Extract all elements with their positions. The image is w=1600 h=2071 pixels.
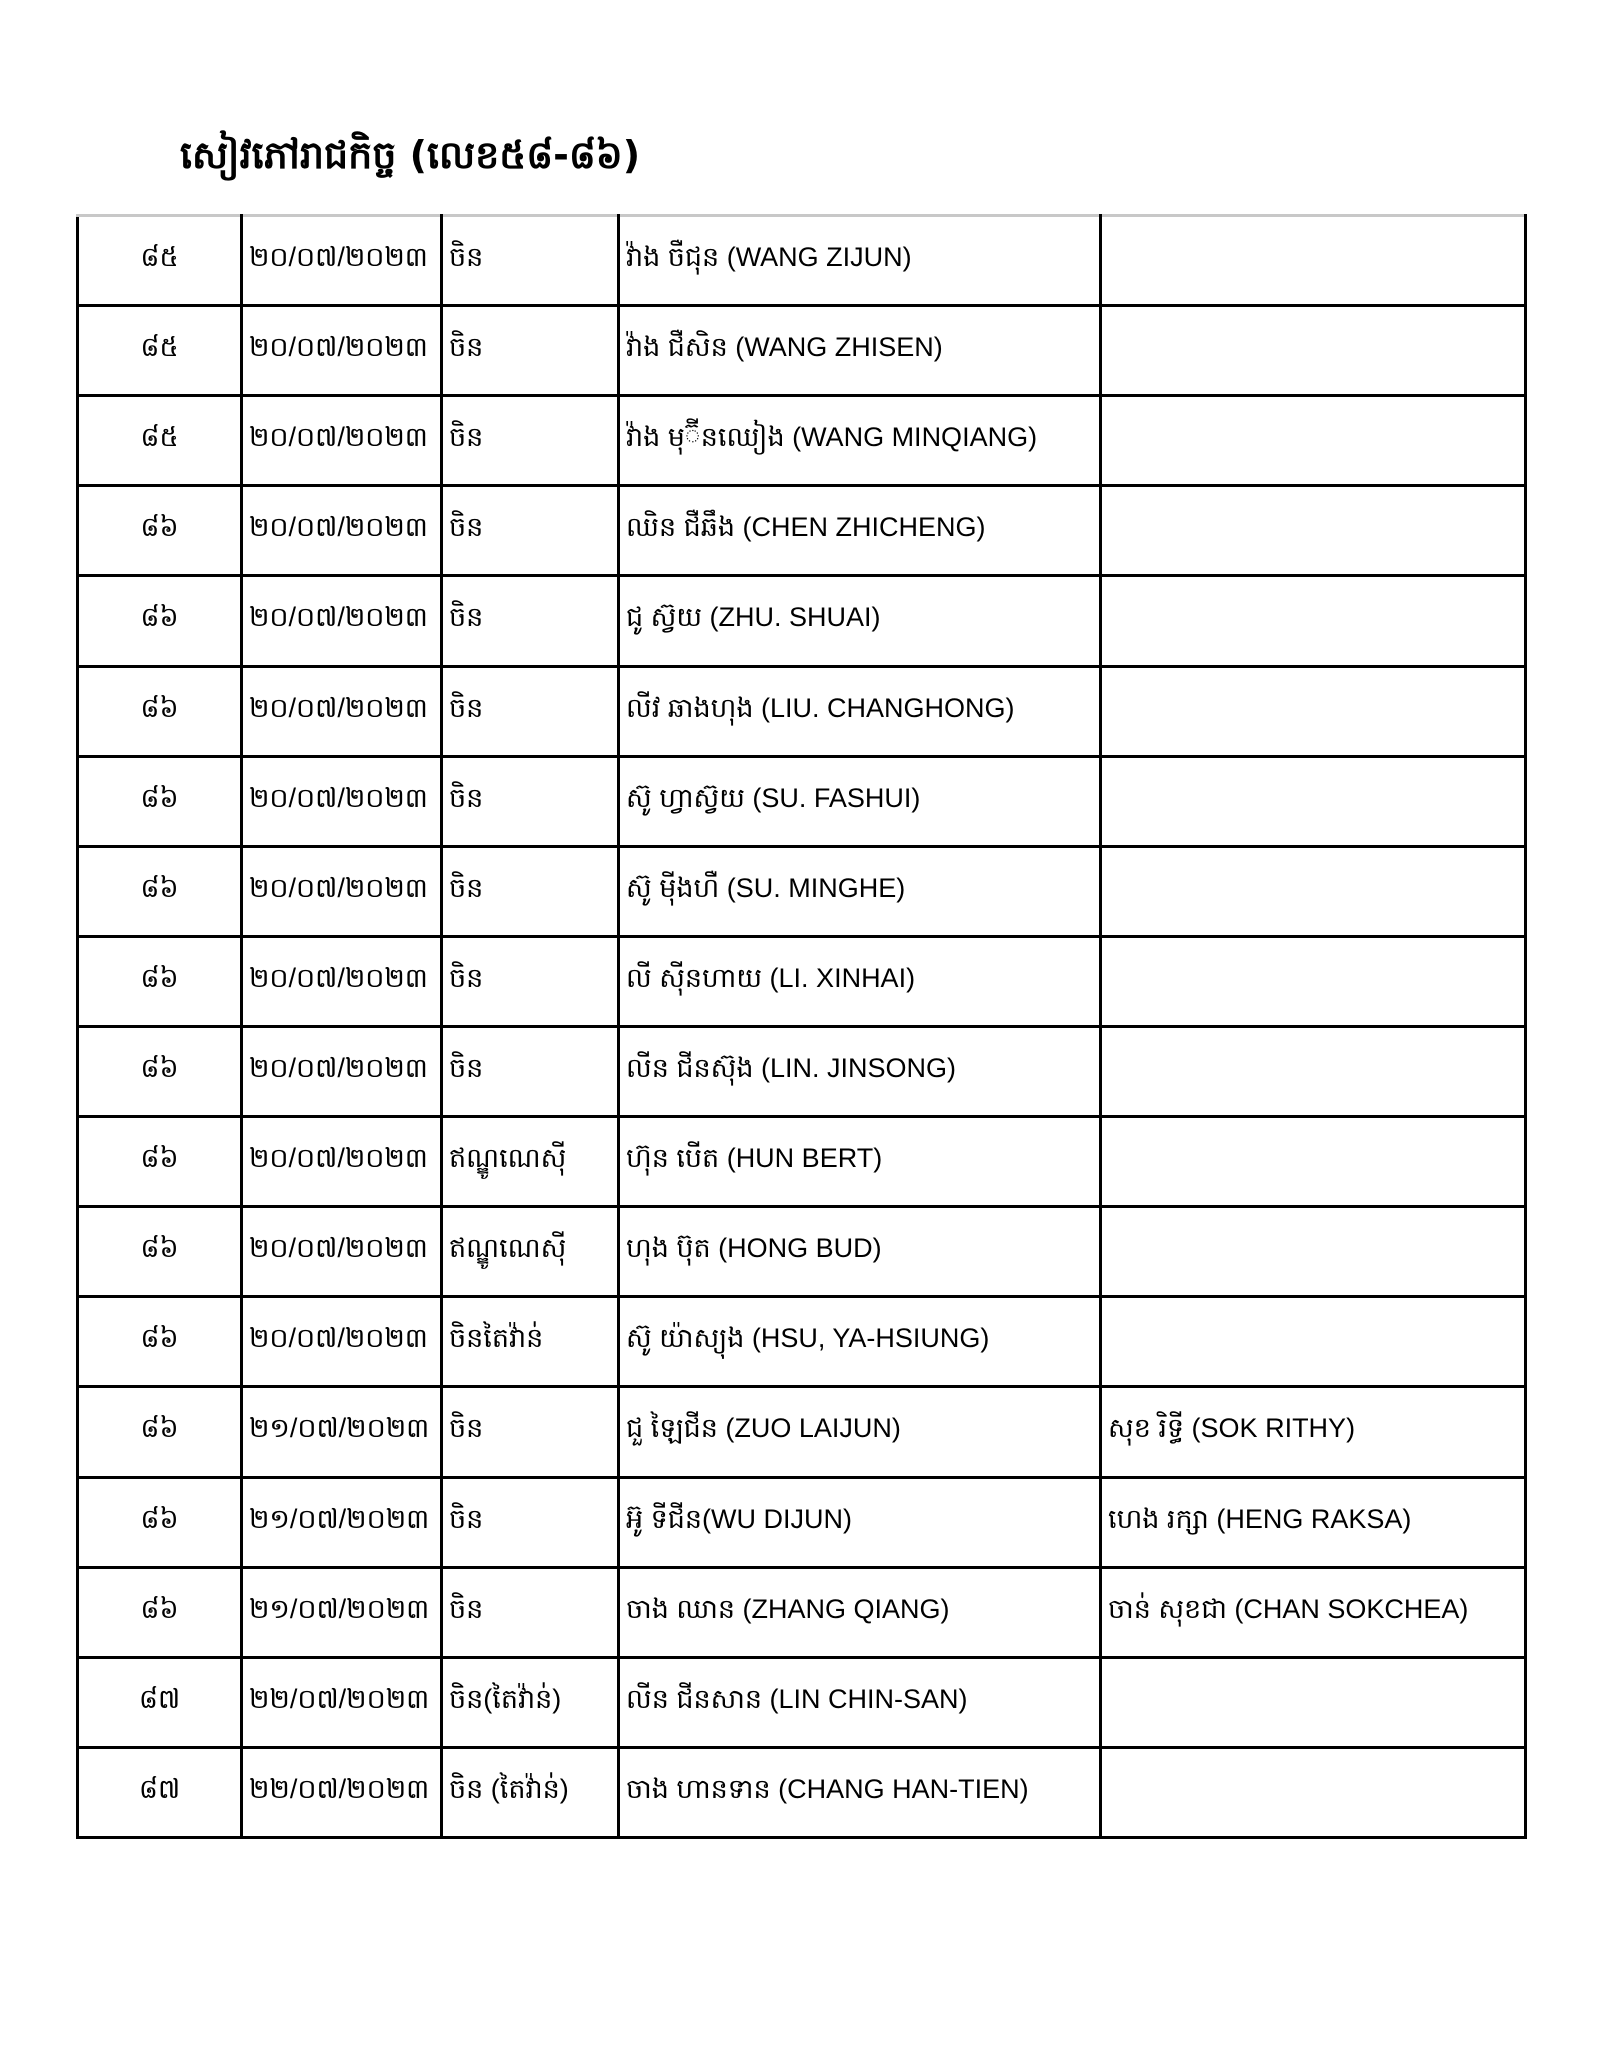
nationality-cell: ឥណ្ឌូណេស៊ី: [442, 1207, 619, 1297]
name-cell: ជួ ឡៃជីន (ZUO LAIJUN): [619, 1387, 1101, 1477]
table-row: [78, 396, 1526, 486]
witness-cell: [1101, 306, 1526, 396]
date-cell: ២១/០៧/២០២៣: [242, 1387, 442, 1477]
issue-number-cell: ៨៦: [78, 756, 242, 846]
nationality-cell: ចិន (តៃវ៉ាន់): [442, 1747, 619, 1837]
nationality-cell: ចិន: [442, 396, 619, 486]
date-cell: ២២/០៧/២០២៣: [242, 1747, 442, 1837]
table-row: [78, 1387, 1526, 1477]
table-row: [78, 306, 1526, 396]
issue-number-cell: ៨៦: [78, 936, 242, 1026]
nationality-cell: ឥណ្ឌូណេស៊ី: [442, 1117, 619, 1207]
table-row: [78, 1747, 1526, 1837]
name-cell: ស៊ូ ម៉ីងហឺ (SU. MINGHE): [619, 846, 1101, 936]
name-cell: ស៊ូ យ៉ាស្យុង (HSU, YA-HSIUNG): [619, 1297, 1101, 1387]
date-cell: ២០/០៧/២០២៣: [242, 1026, 442, 1116]
records-table: [76, 214, 1527, 1839]
date-cell: ២០/០៧/២០២៣: [242, 846, 442, 936]
date-cell: ២០/០៧/២០២៣: [242, 1117, 442, 1207]
nationality-cell: ចិន: [442, 936, 619, 1026]
nationality-cell: ចិនតៃវ៉ាន់: [442, 1297, 619, 1387]
date-cell: ២១/០៧/២០២៣: [242, 1567, 442, 1657]
table-row: [78, 1567, 1526, 1657]
witness-cell: [1101, 576, 1526, 666]
issue-number-cell: ៨៦: [78, 1297, 242, 1387]
issue-number-cell: ៨៧: [78, 1747, 242, 1837]
witness-cell: [1101, 936, 1526, 1026]
table-row: [78, 1207, 1526, 1297]
witness-cell: [1101, 396, 1526, 486]
table-row: [78, 1297, 1526, 1387]
table-row: [78, 846, 1526, 936]
date-cell: ២០/០៧/២០២៣: [242, 486, 442, 576]
issue-number-cell: ៨៦: [78, 1567, 242, 1657]
issue-number-cell: ៨៧: [78, 1657, 242, 1747]
witness-cell: [1101, 756, 1526, 846]
nationality-cell: ចិន: [442, 576, 619, 666]
nationality-cell: ចិន(តៃវ៉ាន់): [442, 1657, 619, 1747]
name-cell: លីន ជីនស៊ុង (LIN. JINSONG): [619, 1026, 1101, 1116]
name-cell: ស៊ូ ហ្វាស៊្វយ (SU. FASHUI): [619, 756, 1101, 846]
issue-number-cell: ៨៦: [78, 1207, 242, 1297]
nationality-cell: ចិន: [442, 756, 619, 846]
name-cell: វ៉ាង ចឺជុន (WANG ZIJUN): [619, 216, 1101, 306]
name-cell: ហ៊ុន បើត (HUN BERT): [619, 1117, 1101, 1207]
issue-number-cell: ៨៥: [78, 396, 242, 486]
table-row: [78, 1026, 1526, 1116]
witness-cell: សុខ រិទ្ធី (SOK RITHY): [1101, 1387, 1526, 1477]
name-cell: ចាង ហានទាន (CHANG HAN-TIEN): [619, 1747, 1101, 1837]
date-cell: ២០/០៧/២០២៣: [242, 1207, 442, 1297]
issue-number-cell: ៨៦: [78, 1477, 242, 1567]
nationality-cell: ចិន: [442, 666, 619, 756]
witness-cell: [1101, 1657, 1526, 1747]
name-cell: អ៊ូ ទីជីន(WU DIJUN): [619, 1477, 1101, 1567]
witness-cell: [1101, 1026, 1526, 1116]
issue-number-cell: ៨៦: [78, 1117, 242, 1207]
name-cell: វ៉ាង ជឺសិន (WANG ZHISEN): [619, 306, 1101, 396]
date-cell: ២០/០៧/២០២៣: [242, 396, 442, 486]
issue-number-cell: ៨៦: [78, 576, 242, 666]
witness-cell: ហេង រក្សា (HENG RAKSA): [1101, 1477, 1526, 1567]
date-cell: ២០/០៧/២០២៣: [242, 306, 442, 396]
name-cell: លីវ ឆាងហុង (LIU. CHANGHONG): [619, 666, 1101, 756]
nationality-cell: ចិន: [442, 486, 619, 576]
witness-cell: [1101, 486, 1526, 576]
table-row: [78, 1477, 1526, 1567]
witness-cell: [1101, 1207, 1526, 1297]
issue-number-cell: ៨៦: [78, 1026, 242, 1116]
table-row: [78, 216, 1526, 306]
date-cell: ២២/០៧/២០២៣: [242, 1657, 442, 1747]
table-row: [78, 1117, 1526, 1207]
table-row: [78, 486, 1526, 576]
witness-cell: [1101, 216, 1526, 306]
issue-number-cell: ៨៦: [78, 486, 242, 576]
name-cell: ជូ ស៊្វយ (ZHU. SHUAI): [619, 576, 1101, 666]
nationality-cell: ចិន: [442, 846, 619, 936]
date-cell: ២០/០៧/២០២៣: [242, 576, 442, 666]
date-cell: ២០/០៧/២០២៣: [242, 666, 442, 756]
name-cell: វ៉ាង មុ៊ីនឈៀង (WANG MINQIANG): [619, 396, 1101, 486]
witness-cell: [1101, 1117, 1526, 1207]
nationality-cell: ចិន: [442, 216, 619, 306]
issue-number-cell: ៨៦: [78, 846, 242, 936]
witness-cell: [1101, 846, 1526, 936]
witness-cell: ចាន់ សុខជា (CHAN SOKCHEA): [1101, 1567, 1526, 1657]
date-cell: ២០/០៧/២០២៣: [242, 936, 442, 1026]
nationality-cell: ចិន: [442, 1567, 619, 1657]
table-row: [78, 756, 1526, 846]
issue-number-cell: ៨៥: [78, 216, 242, 306]
table-row: [78, 576, 1526, 666]
nationality-cell: ចិន: [442, 306, 619, 396]
name-cell: ឈិន ជឺឆឹង (CHEN ZHICHENG): [619, 486, 1101, 576]
witness-cell: [1101, 1297, 1526, 1387]
witness-cell: [1101, 666, 1526, 756]
issue-number-cell: ៨៥: [78, 306, 242, 396]
name-cell: ចាង ឈាន (ZHANG QIANG): [619, 1567, 1101, 1657]
nationality-cell: ចិន: [442, 1387, 619, 1477]
page-title: សៀវភៅរាជកិច្ច (លេខ៥៨-៨៦): [180, 133, 641, 177]
table-row: [78, 666, 1526, 756]
issue-number-cell: ៨៦: [78, 666, 242, 756]
witness-cell: [1101, 1747, 1526, 1837]
table-row: [78, 1657, 1526, 1747]
table-row: [78, 936, 1526, 1026]
issue-number-cell: ៨៦: [78, 1387, 242, 1477]
date-cell: ២០/០៧/២០២៣: [242, 756, 442, 846]
date-cell: ២០/០៧/២០២៣: [242, 216, 442, 306]
name-cell: លី ស៊ីនហាយ (LI. XINHAI): [619, 936, 1101, 1026]
name-cell: ហុង ប៊ុត (HONG BUD): [619, 1207, 1101, 1297]
name-cell: លីន ជីនសាន (LIN CHIN-SAN): [619, 1657, 1101, 1747]
date-cell: ២១/០៧/២០២៣: [242, 1477, 442, 1567]
nationality-cell: ចិន: [442, 1477, 619, 1567]
nationality-cell: ចិន: [442, 1026, 619, 1116]
date-cell: ២០/០៧/២០២៣: [242, 1297, 442, 1387]
